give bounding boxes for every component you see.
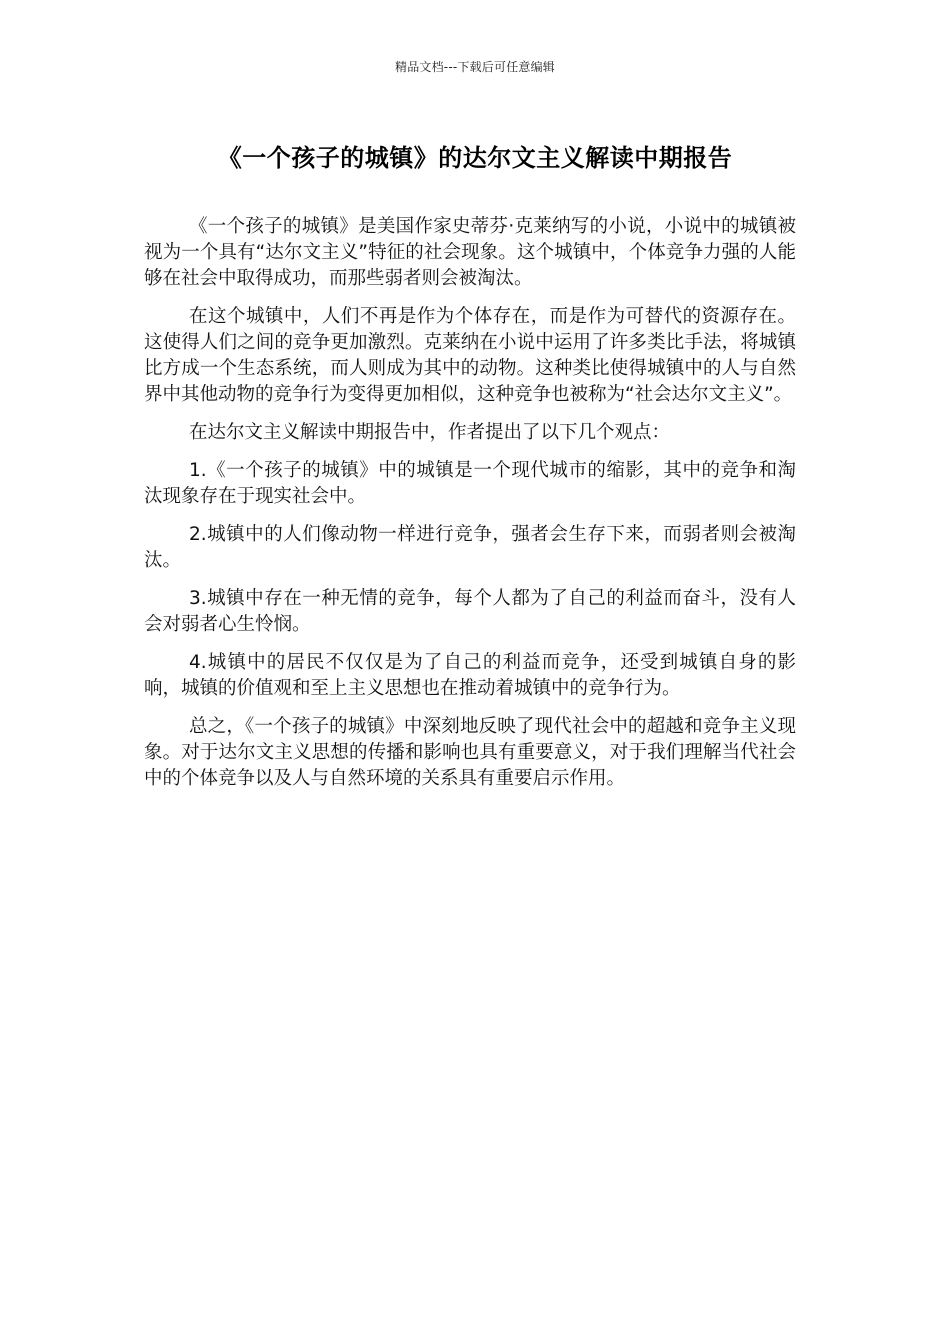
document-title: 《一个孩子的城镇》的达尔文主义解读中期报告 (217, 144, 733, 172)
paragraph-point-1: 1.《一个孩子的城镇》中的城镇是一个现代城市的缩影，其中的竞争和淘汰现象存在于现实社会中。 (144, 460, 796, 507)
paragraph-point-2: 2.城镇中的人们像动物一样进行竞争，强者会生存下来，而弱者则会被淘汰。 (144, 524, 796, 571)
paragraph-viewpoints-intro: 在达尔文主义解读中期报告中，作者提出了以下几个观点： (189, 422, 671, 443)
paragraph-intro: 《一个孩子的城镇》是美国作家史蒂芬·克莱纳写的小说，小说中的城镇被视为一个具有“达尔文主义”特征的社会现象。这个城镇中，个体竞争力强的人能够在社会中取得成功，而那些弱者则会被淘汰。 (144, 216, 796, 289)
paragraph-conclusion: 总之，《一个孩子的城镇》中深刻地反映了现代社会中的超越和竞争主义现象。对于达尔文主义思想的传播和影响也具有重要意义，对于我们理解当代社会中的个体竞争以及人与自然环境的关系具有重要启示作用。 (144, 716, 796, 789)
paragraph-point-3: 3.城镇中存在一种无情的竞争，每个人都为了自己的利益而奋斗，没有人会对弱者心生怜悯。 (144, 588, 796, 635)
paragraph-point-4: 4.城镇中的居民不仅仅是为了自己的利益而竞争，还受到城镇自身的影响，城镇的价值观和至上主义思想也在推动着城镇中的竞争行为。 (144, 652, 796, 699)
paragraph-resources: 在这个城镇中，人们不再是作为个体存在，而是作为可替代的资源存在。这使得人们之间的竞争更加激烈。克莱纳在小说中运用了许多类比手法，将城镇比方成一个生态系统，而人则成为其中的动物。这种类比使得城镇中的人与自然界中其他动物的竞争行为变得更加相似，这种竞争也被称为“社会达尔文主义”。 (144, 306, 796, 405)
document-body (144, 214, 796, 804)
page-header: 精品文档---下载后可任意编辑 (395, 60, 555, 74)
